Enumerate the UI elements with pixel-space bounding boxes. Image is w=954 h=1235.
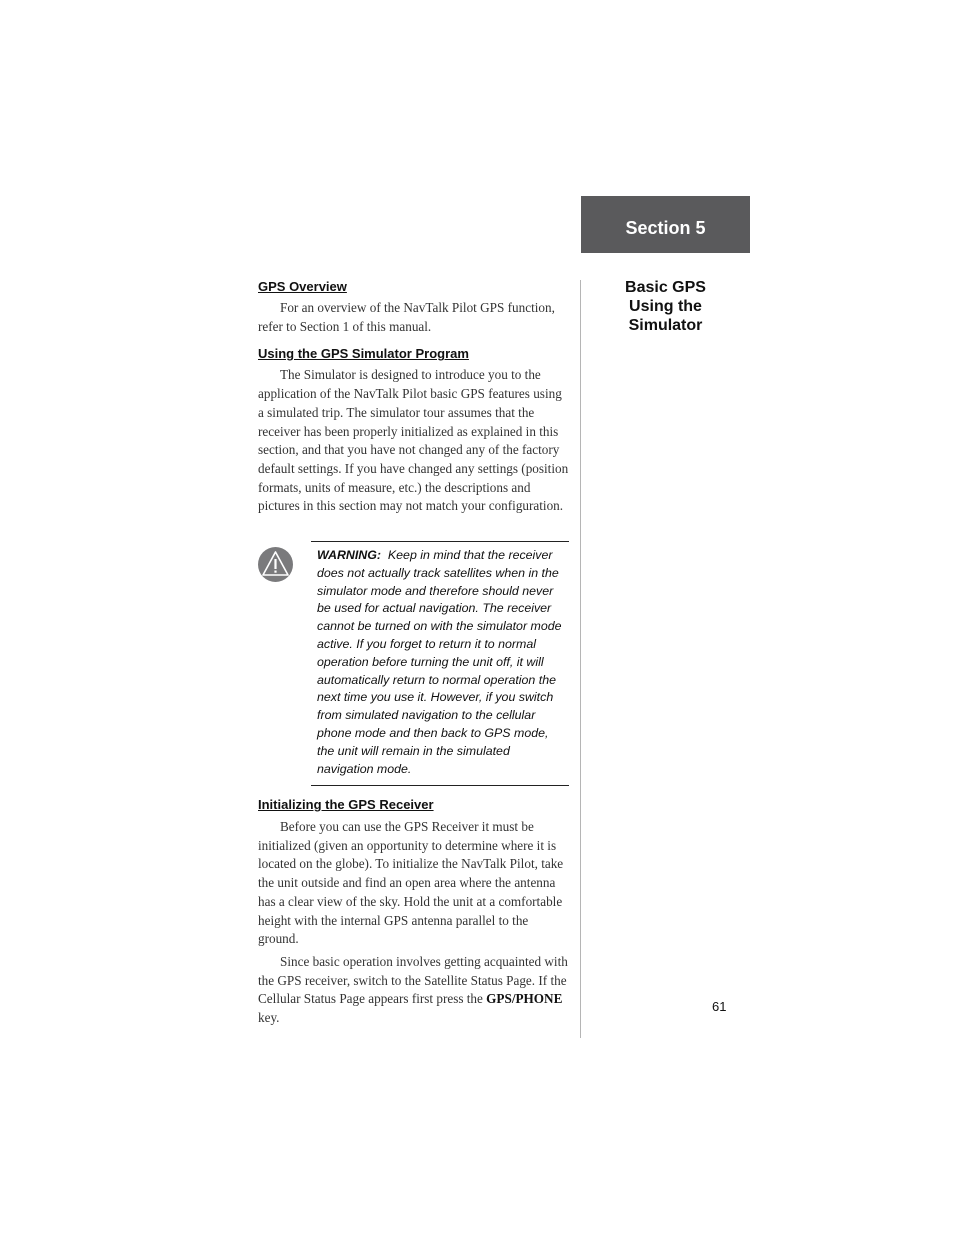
warning-label: WARNING: — [317, 548, 382, 563]
column-divider — [580, 280, 581, 1038]
page-number: 61 — [712, 999, 727, 1014]
paragraph-simulator: The Simulator is designed to introduce you to the application of the NavTalk Pilot basic GPS features using a simulated trip. The simulator tour assumes that the receiver has been properly initialized as explained in this section, and that you have not changed any of the factory default settings. If you have changed any settings (position formats, units of measure, etc.) the descriptions and pictures in this section may not match your configuration. — [258, 367, 569, 514]
paragraph-init-2-text: Since basic operation involves getting acquainted with the GPS receiver, switch to the Satellite Status Page. If the Cellular Status Page appears first press the — [258, 953, 568, 1007]
main-content — [258, 279, 570, 1028]
paragraph-init-2 — [258, 953, 570, 1028]
section-tab — [581, 196, 750, 253]
warning-text-box — [311, 541, 569, 786]
paragraph-init-1: Before you can use the GPS Receiver it must be initialized (given an opportunity to determine where it is located on the globe). To initialize the NavTalk Pilot, take the unit outside and find an open area where the antenna has a clear view of the sky. Hold the unit at a comfortable height with the internal GPS antenna parallel to the ground. — [258, 819, 564, 947]
section-title — [581, 278, 750, 335]
section-title-line: Basic GPS — [625, 279, 706, 296]
section-title-line: Simulator — [628, 317, 703, 334]
paragraph-init-2-end: key. — [258, 1010, 280, 1026]
heading-gps-overview: GPS Overview — [258, 279, 347, 294]
key-name: GPS/PHONE — [486, 991, 563, 1007]
warning-icon — [258, 547, 293, 582]
warning-block — [258, 541, 570, 787]
heading-initializing: Initializing the GPS Receiver — [258, 797, 434, 813]
paragraph-overview: For an overview of the NavTalk Pilot GPS function, refer to Section 1 of this manual. — [258, 300, 555, 334]
warning-text: Keep in mind that the receiver does not actually track satellites when in the simulator mode and therefore should never be used for actual navigation. The receiver cannot be turned on with the simulator mode active. If you forget to return it to normal operation before turning the unit off, it will automatically return to normal operation the next time you use it. However, if you switch from simulated navigation to the cellular phone mode and then back to GPS mode, the unit will remain in the simulated navigation mode. — [317, 548, 562, 776]
heading-simulator-program: Using the GPS Simulator Program — [258, 346, 469, 362]
section-title-line: Using the — [629, 298, 702, 315]
section-tab-label: Section 5 — [625, 218, 706, 238]
